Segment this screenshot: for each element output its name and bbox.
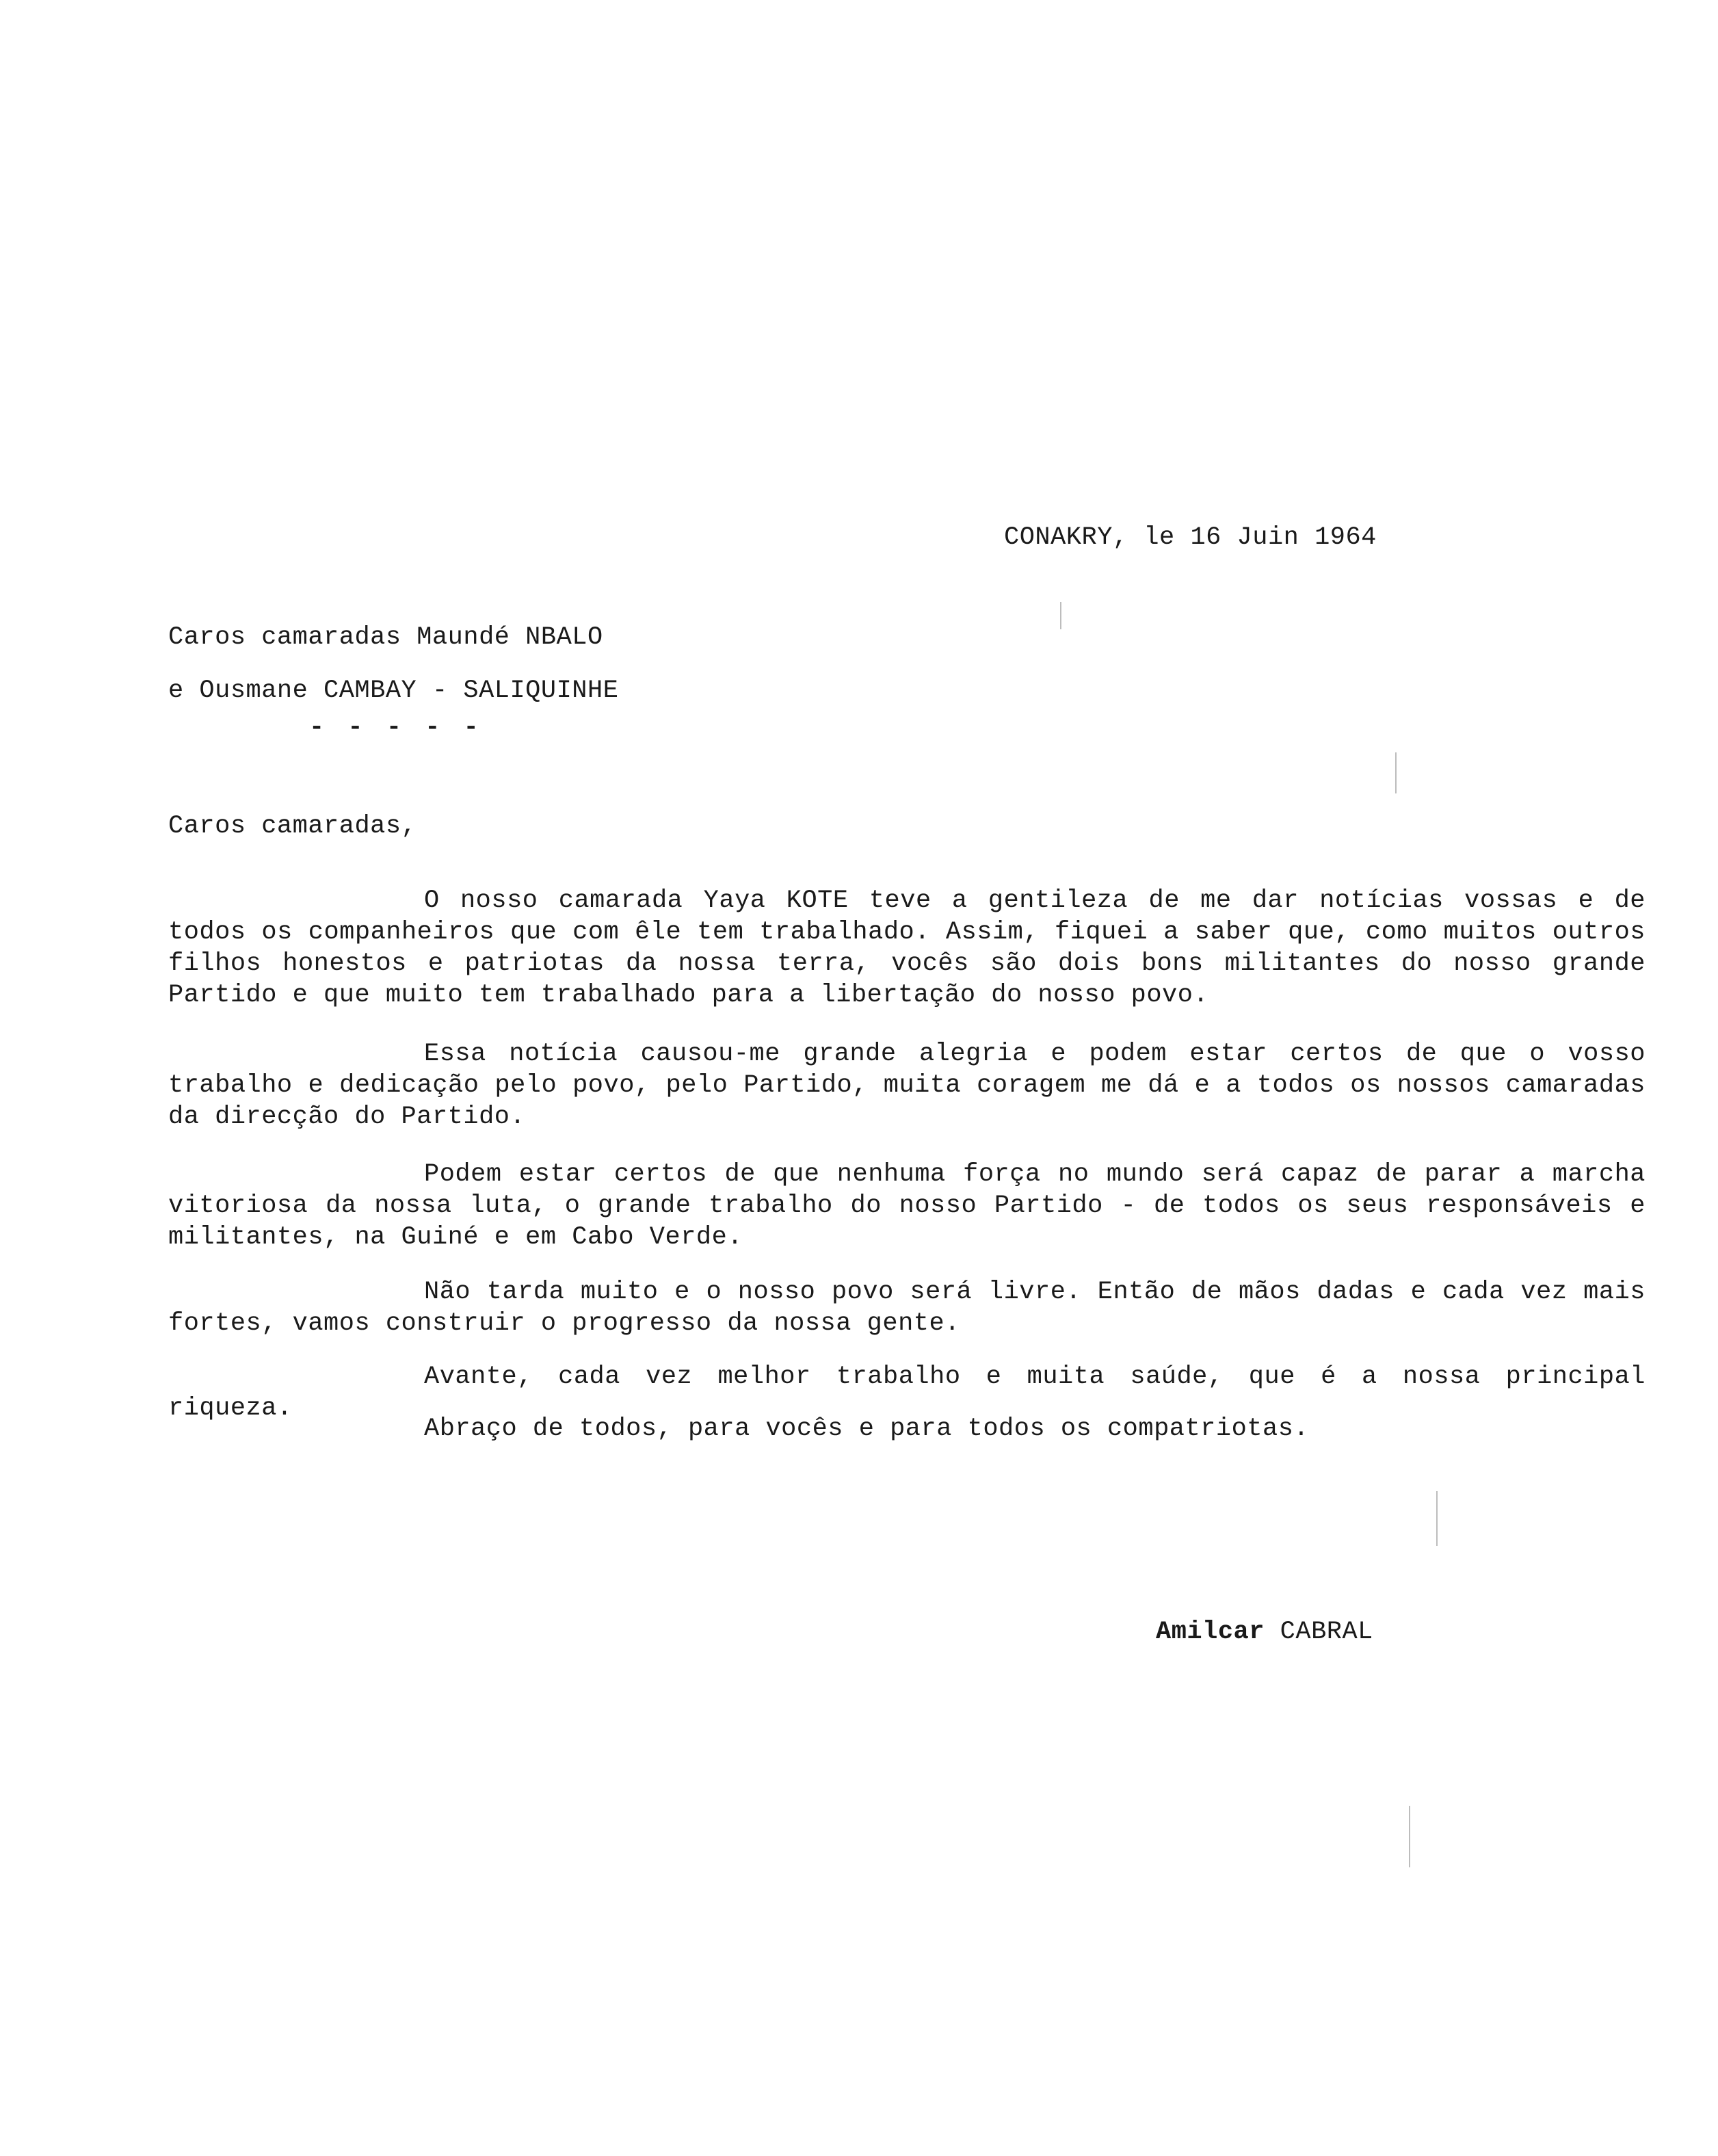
paragraph-4: Não tarda muito e o nosso povo será livre. Então de mãos dadas e cada vez mais fortes, vamos construir o progresso da nossa gente.: [168, 1278, 1646, 1338]
scan-speck: [1409, 1806, 1410, 1867]
scan-speck: [1395, 752, 1397, 793]
recipient-line-1: Caros camaradas Maundé NBALO: [168, 623, 603, 652]
salutation: Caros camaradas,: [168, 812, 417, 841]
scan-speck: [1436, 1491, 1438, 1546]
letter-date: CONAKRY, le 16 Juin 1964: [1004, 523, 1377, 552]
separator-dashes: - - - - -: [309, 713, 483, 742]
paragraph-5: Avante, cada vez melhor trabalho e muita saúde, que é a nossa principal riqueza.: [168, 1363, 1646, 1423]
recipient-line-2: e Ousmane CAMBAY - SALIQUINHE: [168, 676, 619, 705]
signature-last-name: CABRAL: [1280, 1618, 1373, 1646]
paragraph-2: Essa notícia causou-me grande alegria e podem estar certos de que o vosso trabalho e dedicação pelo povo, pelo Partido, muita coragem me dá e a todos os nossos camaradas da direcção do Partido.: [168, 1040, 1646, 1131]
paragraph-3: Podem estar certos de que nenhuma força no mundo será capaz de parar a marcha vitoriosa da nossa luta, o grande trabalho do nosso Partido - de todos os seus responsáveis e militantes, na Guiné e em Cabo Verde.: [168, 1160, 1646, 1252]
scan-speck: [1060, 602, 1061, 629]
signature: [1156, 1616, 1373, 1648]
paragraph-1: O nosso camarada Yaya KOTE teve a gentileza de me dar notícias vossas e de todos os companheiros que com êle tem trabalhado. Assim, fiquei a saber que, como muitos outros filhos honestos e patriotas da nossa terra, vocês são dois bons militantes do nosso grande Partido e que muito tem trabalhado para a libertação do nosso povo.: [168, 886, 1646, 1010]
signature-first-name: Amilcar: [1156, 1618, 1265, 1646]
paragraph-6: Abraço de todos, para vocês e para todos os compatriotas.: [424, 1415, 1310, 1443]
